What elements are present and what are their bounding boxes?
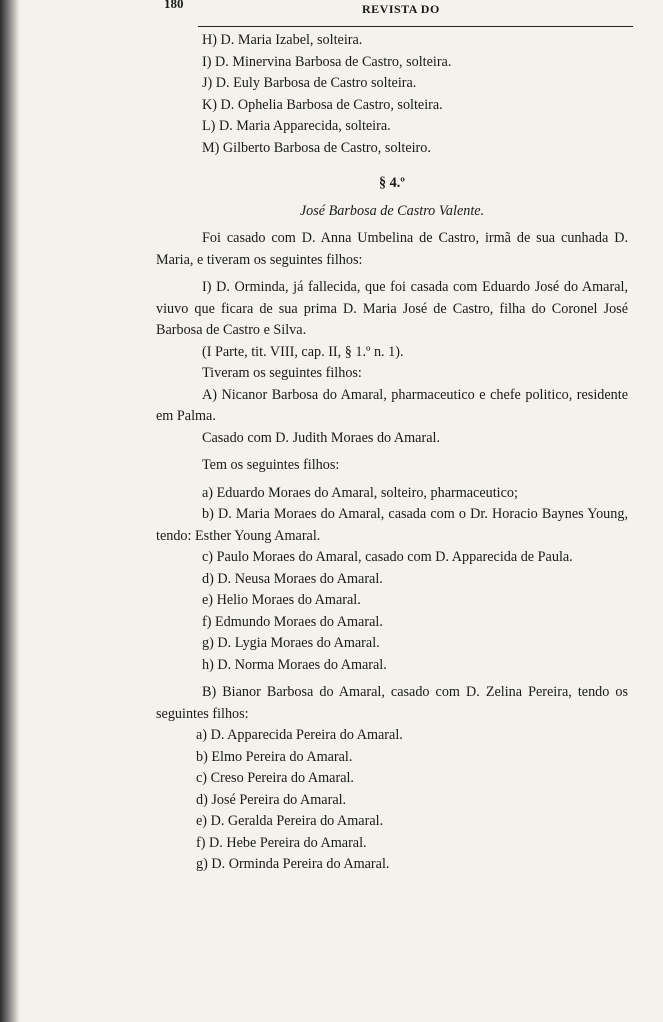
- list-item: I) D. Minervina Barbosa de Castro, solteira.: [202, 53, 452, 70]
- running-head: REVISTA DO: [362, 2, 440, 16]
- paragraph: a) Eduardo Moraes do Amaral, solteiro, pharmaceutico;: [202, 484, 518, 501]
- book-spine-shadow: [0, 0, 20, 1022]
- list-item: g) D. Lygia Moraes do Amaral.: [202, 635, 380, 651]
- page-body: [156, 30, 628, 876]
- list-item: c) Creso Pereira do Amaral.: [196, 770, 354, 786]
- reference: (I Parte, tit. VIII, cap. II, § 1.º n. 1).: [202, 343, 404, 360]
- list-item: d) José Pereira do Amaral.: [196, 791, 347, 808]
- list-children-a-g: [156, 725, 628, 876]
- section-title: José Barbosa de Castro Valente.: [299, 202, 485, 219]
- paragraph: Tem os seguintes filhos:: [202, 457, 340, 473]
- list-item: b) Elmo Pereira do Amaral.: [196, 748, 353, 765]
- list-children-d-h: [156, 569, 628, 677]
- list-item: L) D. Maria Apparecida, solteira.: [202, 118, 391, 134]
- list-item: H) D. Maria Izabel, solteira.: [202, 32, 363, 48]
- list-item: h) D. Norma Moraes do Amaral.: [202, 656, 387, 673]
- paragraph: b) D. Maria Moraes do Amaral, casada com o Dr. Horacio Baynes Young, tendo: Esther Young Amaral.: [156, 506, 628, 544]
- list-item: K) D. Ophelia Barbosa de Castro, solteira.: [202, 96, 443, 113]
- list-item: f) D. Hebe Pereira do Amaral.: [196, 834, 367, 851]
- paragraph: c) Paulo Moraes do Amaral, casado com D. Apparecida de Paula.: [202, 549, 573, 565]
- list-item: e) D. Geralda Pereira do Amaral.: [196, 813, 384, 829]
- list-item: J) D. Euly Barbosa de Castro solteira.: [202, 75, 417, 91]
- list-item: d) D. Neusa Moraes do Amaral.: [202, 570, 383, 587]
- header-rule: [198, 26, 633, 27]
- list-children-h-m: [156, 30, 628, 159]
- paragraph: A) Nicanor Barbosa do Amaral, pharmaceutico e chefe politico, residente em Palma.: [156, 386, 628, 424]
- paragraph: I) D. Orminda, já fallecida, que foi casada com Eduardo José do Amaral, viuvo que ficara de sua prima D. Maria José de Castro, filha do Coronel José Barbosa de Castro e Silva.: [156, 279, 628, 338]
- list-item: f) Edmundo Moraes do Amaral.: [202, 613, 383, 630]
- paragraph: Casado com D. Judith Moraes do Amaral.: [202, 429, 440, 446]
- list-item: a) D. Apparecida Pereira do Amaral.: [196, 727, 403, 743]
- list-item: M) Gilberto Barbosa de Castro, solteiro.: [202, 139, 431, 156]
- paragraph: Foi casado com D. Anna Umbelina de Castro, irmã de sua cunhada D. Maria, e tiveram os seguintes filhos:: [156, 230, 628, 268]
- list-item: e) Helio Moraes do Amaral.: [202, 592, 361, 608]
- section-number: § 4.º: [379, 175, 405, 191]
- paragraph: Tiveram os seguintes filhos:: [202, 365, 362, 381]
- list-item: g) D. Orminda Pereira do Amaral.: [196, 856, 390, 872]
- paragraph: B) Bianor Barbosa do Amaral, casado com D. Zelina Pereira, tendo os seguintes filhos:: [156, 684, 628, 722]
- page-header: [150, 0, 633, 28]
- page-number: 180: [164, 0, 184, 11]
